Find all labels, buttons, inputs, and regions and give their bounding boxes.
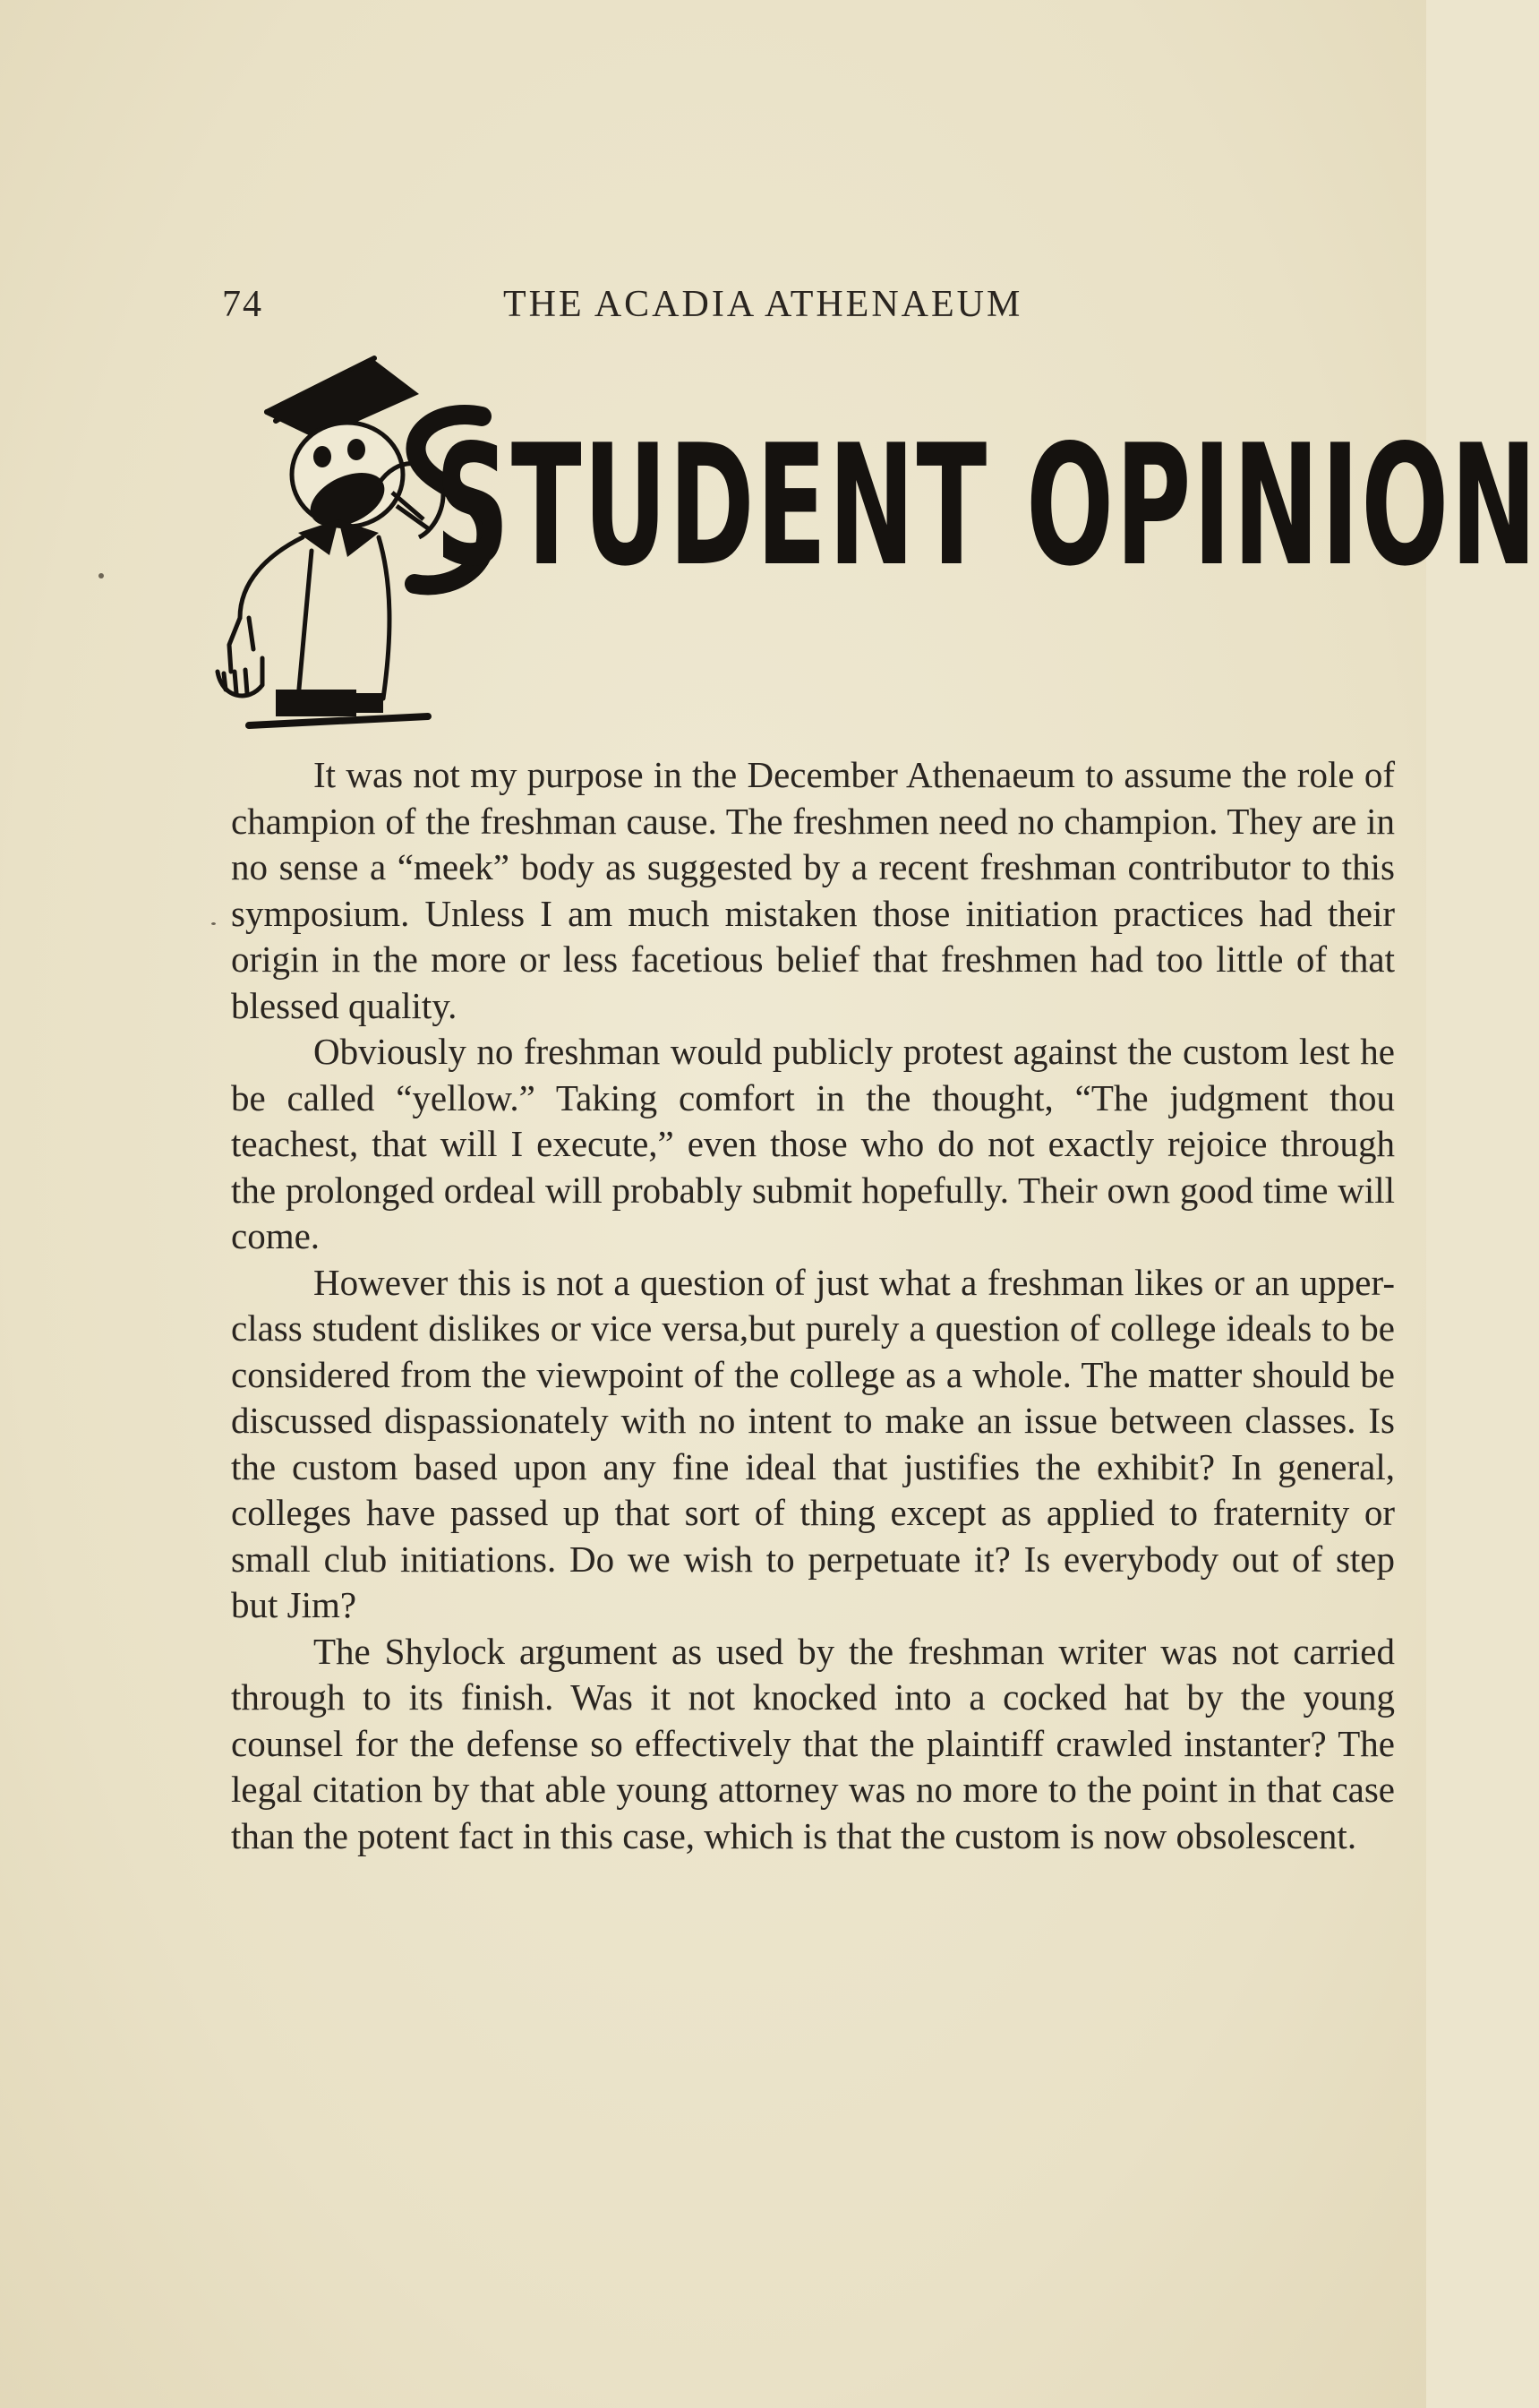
- article-paragraph: The Shylock argument as used by the freshman writer was not carried through to its finish. Was it not knocked into a cocked hat by the young counsel for the defense so effectively that the plaintiff crawled instanter? The legal citation by that able young attorney was no more to the point in that case than the potent fact in this case, which is that the custom is now obsolescent.: [231, 1630, 1395, 1856]
- section-masthead: [213, 349, 1539, 743]
- article-paragraph: Obviously no freshman would publicly protest against the custom lest he be called “yellow.” Taking comfort in the thought, “The judgment thou teachest, that will I execute,” even those who do not exactly rejoice through the prolonged ordeal will probably submit hopefully. Their own good time will come.: [231, 1031, 1395, 1256]
- stray-ink-dot: [211, 922, 216, 925]
- stray-ink-dot: [98, 573, 104, 578]
- article-paragraph: However this is not a question of just what a freshman likes or an upper-class student dislikes or vice versa,but purely a question of college ideals to be considered from the viewpoint of the college as a whole. The matter should be discussed dispassionately with no intent to make an issue between classes. Is the custom based upon any fine ideal that justifies the exhibit? In general, colleges have passed up that sort of thing except as applied to fraternity or small club initiations. Do we wish to perpetuate it? Is everybody out of step but Jim?: [231, 1261, 1395, 1625]
- article-paragraph: It was not my purpose in the December Athenaeum to assume the role of champion of the freshman cause. The freshmen need no champion. They are in no sense a “meek” body as suggested by a recent freshman contributor to this symposium. Unless I am much mistaken those initiation practices had their origin in the more or less facetious belief that freshmen had too little of that blessed quality.: [231, 754, 1395, 1026]
- page-number: 74: [222, 284, 263, 325]
- running-title: THE ACADIA ATHENAEUM: [503, 284, 1023, 325]
- masthead-title: STUDENT OPINION: [435, 408, 1539, 603]
- article-body: [231, 752, 1395, 1859]
- running-header: [222, 283, 1117, 328]
